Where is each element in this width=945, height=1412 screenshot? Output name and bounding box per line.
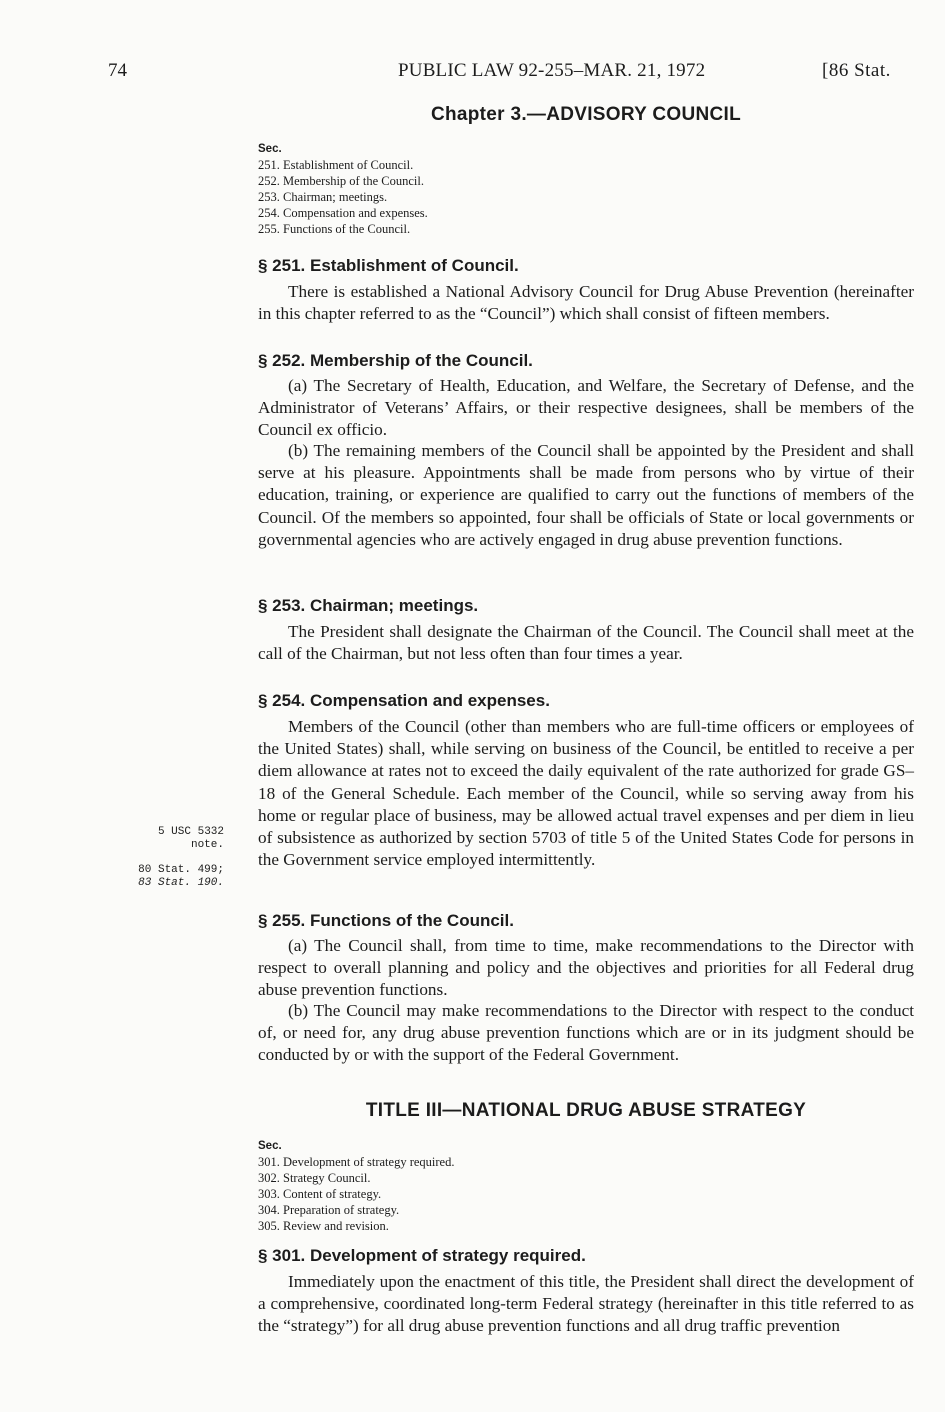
toc-item: 252. Membership of the Council. bbox=[258, 174, 424, 188]
margin-note-line: note. bbox=[190, 839, 224, 851]
margin-note-stat bbox=[104, 864, 224, 890]
margin-note-5-usc bbox=[104, 826, 224, 852]
toc-item: 255. Functions of the Council. bbox=[258, 222, 411, 236]
section-255-b: (b) The Council may make recommendations to the Director with respect to the conduct of, or need for, any drug abuse prevention functions which are or in its judgment should be conducted by or with the support of the Federal Government. bbox=[258, 1001, 914, 1065]
section-252-b: (b) The remaining members of the Council shall be appointed by the President and shall serve at his pleasure. Appointments shall be made from persons who by virtue of their education, training, or experience are qualified to carry out the functions of members of the Council. Of the members so appointed, four shall be officials of State or local governments or governmental agencies who are actively engaged in drug abuse prevention functions. bbox=[258, 441, 914, 549]
section-254-text: Members of the Council (other than members who are full-time officers or employees of the United States) shall, while serving on business of the Council, be entitled to receive a per diem allowance at rates not to exceed the daily equivalent of the rate authorized for grade GS–18 of the General Schedule. Each member of the Council, while so serving away from his home or regular place of business, may be allowed actual travel expenses and per diem in lieu of subsistence as authorized by section 5703 of title 5 of the United States Code for persons in the Government service employed intermittently. bbox=[258, 717, 914, 870]
margin-note-line: 5 USC 5332 bbox=[157, 826, 224, 838]
running-head bbox=[0, 60, 945, 86]
toc-item: 304. Preparation of strategy. bbox=[258, 1203, 400, 1217]
toc-item: 301. Development of strategy required. bbox=[258, 1155, 455, 1169]
toc-label: Sec. bbox=[258, 1140, 282, 1152]
section-301-text: Immediately upon the enactment of this title, the President shall direct the development of a comprehensive, coordinated long-term Federal strategy (hereinafter in this title referred to as the “strategy”) for all drug abuse prevention functions and all drug traffic prevention bbox=[258, 1272, 914, 1336]
section-252-heading: § 252. Membership of the Council. bbox=[258, 351, 533, 370]
section-255-heading: § 255. Functions of the Council. bbox=[258, 911, 514, 930]
section-251-text: There is established a National Advisory Council for Drug Abuse Prevention (hereinafter in this chapter referred to as the “Council”) which shall consist of fifteen members. bbox=[258, 282, 914, 324]
section-252-a: (a) The Secretary of Health, Education, and Welfare, the Secretary of Defense, and the Administrator of Veterans’ Affairs, or their respective designees, shall be members of the Council ex officio. bbox=[258, 376, 914, 440]
chapter-title: Chapter 3.—ADVISORY COUNCIL bbox=[430, 104, 742, 125]
toc-item: 251. Establishment of Council. bbox=[258, 158, 414, 172]
toc-item: 302. Strategy Council. bbox=[258, 1171, 371, 1185]
section-254-heading: § 254. Compensation and expenses. bbox=[258, 691, 550, 710]
section-255-a: (a) The Council shall, from time to time, make recommendations to the Director with respect to overall planning and policy and the objectives and priorities for all Federal drug abuse prevention functions. bbox=[258, 936, 914, 1000]
running-head-stat: [86 Stat. bbox=[822, 60, 891, 81]
margin-note-line: 83 Stat. 190. bbox=[138, 877, 224, 889]
title-iii-heading: TITLE III—NATIONAL DRUG ABUSE STRATEGY bbox=[365, 1100, 807, 1121]
toc-item: 303. Content of strategy. bbox=[258, 1187, 382, 1201]
toc-label: Sec. bbox=[258, 143, 282, 155]
section-253-heading: § 253. Chairman; meetings. bbox=[258, 596, 479, 615]
page-number: 74 bbox=[108, 60, 127, 81]
toc-item: 305. Review and revision. bbox=[258, 1219, 389, 1233]
section-251-heading: § 251. Establishment of Council. bbox=[258, 256, 519, 275]
toc-item: 253. Chairman; meetings. bbox=[258, 190, 388, 204]
margin-note-line: 80 Stat. 499; bbox=[138, 864, 224, 876]
toc-item: 254. Compensation and expenses. bbox=[258, 206, 428, 220]
running-head-title: PUBLIC LAW 92-255–MAR. 21, 1972 bbox=[398, 60, 706, 81]
chapter-table-of-contents bbox=[258, 141, 428, 237]
section-301-heading: § 301. Development of strategy required. bbox=[258, 1246, 586, 1265]
title-table-of-contents bbox=[258, 1138, 454, 1234]
section-253-text: The President shall designate the Chairman of the Council. The Council shall meet at the call of the Chairman, but not less often than four times a year. bbox=[258, 622, 914, 664]
